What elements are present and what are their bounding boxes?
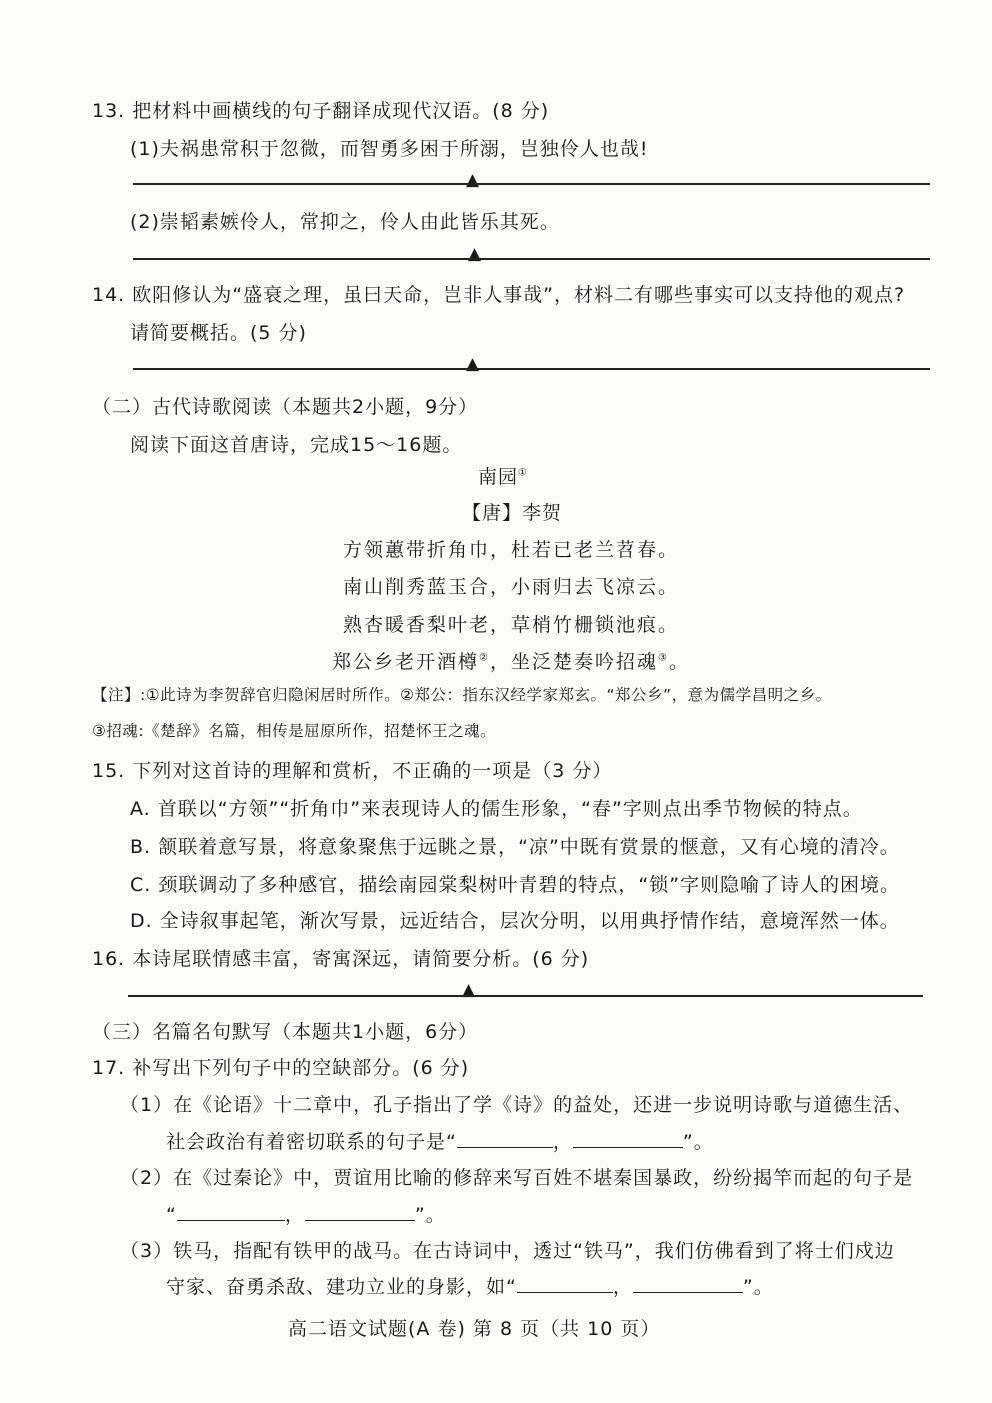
poem-line-4-a: 郑公乡老开酒樽 [332,651,480,673]
q15-option-b[interactable]: B. 颔联着意写景，将意象聚焦于远眺之景，“凉”中既有赏景的惬意，又有心境的清冷。 [130,836,900,858]
q17-part1-text: 社会政治有着密切联系的句子是“ [166,1131,457,1153]
blank-3[interactable] [177,1202,285,1221]
poem-notes-line1: 【注】:①此诗为李贺辞官归隐闲居时所作。②郑公：指东汉经学家郑玄。“郑公乡”，意为儒学昌明之乡。 [92,686,832,704]
poem-title [478,462,528,489]
q14-stem-line2: 请简要概括。(5 分) [130,322,307,344]
poem-line-1: 方领蕙带折角巾，杜若已老兰苕春。 [343,539,680,561]
section3-heading: （三）名篇名句默写（本题共1小题，6分） [92,1021,479,1043]
answer-line-q14[interactable] [133,368,930,370]
blank-5[interactable] [517,1274,613,1293]
answer-mark: ▲ [468,244,482,264]
answer-mark: ▲ [462,980,476,1000]
blank-1[interactable] [457,1129,553,1148]
answer-mark: ▲ [466,170,480,190]
poem-author: 【唐】李贺 [462,502,563,524]
poem-note-ref-2: ② [479,652,490,664]
answer-line-q13-2[interactable] [133,258,930,260]
answer-line-q16[interactable] [128,995,923,997]
section2-heading: （二）古代诗歌阅读（本题共2小题，9分） [92,396,479,418]
q16-stem: 16. 本诗尾联情感丰富，寄寓深远，请简要分析。(6 分) [92,948,590,970]
q15-option-a[interactable]: A. 首联以“方领”“折角巾”来表现诗人的儒生形象，“春”字则点出季节物候的特点。 [130,798,863,820]
blank-2[interactable] [573,1129,683,1148]
q17-part3-text: 守家、奋勇杀敌、建功立业的身影，如“ [166,1276,517,1298]
poem-line-3: 熟杏暖香梨叶老，草梢竹栅锁池痕。 [343,614,680,636]
page-footer: 高二语文试题(A 卷) 第 8 页（共 10 页） [288,1318,661,1340]
poem-line-4 [332,647,690,674]
q17-part3-comma: ， [612,1276,633,1298]
blank-4[interactable] [305,1202,415,1221]
q15-stem: 15. 下列对这首诗的理解和赏析，不正确的一项是（3 分） [92,760,613,782]
q13-stem: 13. 把材料中画横线的句子翻译成现代汉语。(8 分) [92,100,550,122]
poem-notes-line2: ③招魂:《楚辞》名篇，相传是屈原所作，招楚怀王之魂。 [92,722,497,740]
q17-part1-comma: ， [552,1131,573,1153]
poem-note-ref-3: ③ [658,652,669,664]
q13-part1: (1)夫祸患常积于忽微，而智勇多困于所溺，岂独伶人也哉! [130,138,649,160]
q17-part1-line1: （1）在《论语》十二章中，孔子指出了学《诗》的益处，还进一步说明诗歌与道德生活、 [120,1094,914,1116]
q17-part2-end: ”。 [414,1204,446,1226]
answer-line-q13-1[interactable] [133,183,930,185]
q17-stem: 17. 补写出下列句子中的空缺部分。(6 分) [92,1057,470,1079]
poem-title-note: ① [518,467,528,479]
poem-title-text: 南园 [478,466,519,488]
q17-part3-line2 [166,1272,774,1299]
section2-intro: 阅读下面这首唐诗，完成15～16题。 [130,434,463,456]
blank-6[interactable] [633,1274,743,1293]
q14-stem-line1: 14. 欧阳修认为“盛衰之理，虽曰天命，岂非人事哉”，材料二有哪些事实可以支持他的观点? [92,284,906,306]
q15-option-d[interactable]: D. 全诗叙事起笔，渐次写景，远近结合，层次分明，以用典抒情作结，意境浑然一体。 [130,910,900,932]
q17-part1-line2 [166,1127,714,1154]
q17-part2-comma: ， [284,1204,305,1226]
poem-line-4-b: ，坐泛楚奏吟招魂 [489,651,658,673]
q17-part2-line1: （2）在《过秦论》中，贾谊用比喻的修辞来写百姓不堪秦国暴政，纷纷揭竿而起的句子是 [120,1167,914,1189]
poem-line-2: 南山削秀蓝玉合，小雨归去飞凉云。 [343,576,680,598]
q17-part2-line2 [166,1200,446,1227]
q15-option-c[interactable]: C. 颈联调动了多种感官，描绘南园棠梨树叶青碧的特点，“锁”字则隐喻了诗人的困境。 [130,874,901,896]
q17-part3-end: ”。 [742,1276,774,1298]
q13-part2: (2)崇韬素嫉伶人，常抑之，伶人由此皆乐其死。 [130,211,560,233]
poem-line-4-c: 。 [668,651,690,673]
q17-part2-open: “ [166,1204,177,1226]
q17-part3-line1: （3）铁马，指配有铁甲的战马。在古诗词中，透过“铁马”，我们仿佛看到了将士们戍边 [120,1240,895,1262]
q17-part1-end: ”。 [682,1131,714,1153]
answer-mark: ▲ [466,354,480,374]
